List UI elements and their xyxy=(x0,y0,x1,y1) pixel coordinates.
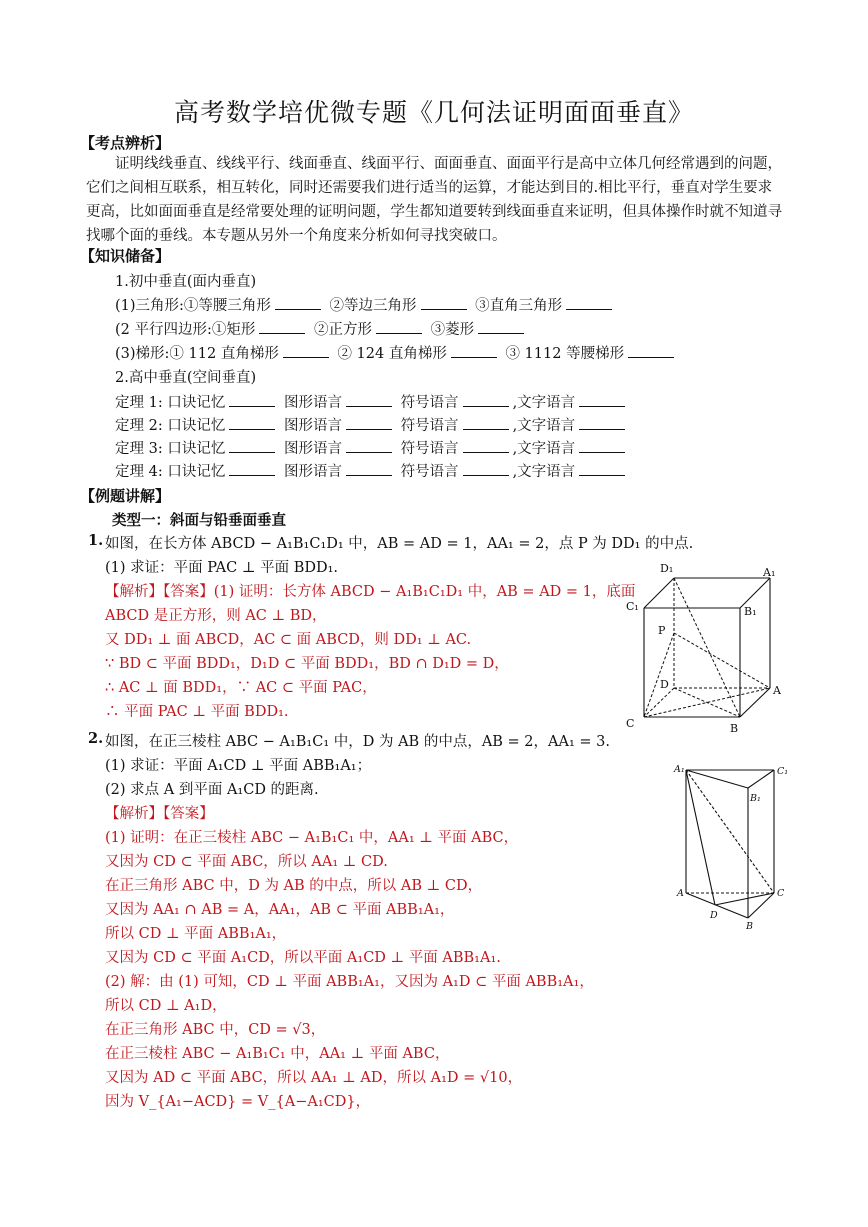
label-a1: A₁ xyxy=(674,764,685,775)
cuboid-figure xyxy=(620,560,790,740)
label-d1: D₁ xyxy=(660,562,674,575)
solution-line: (2) 解：由 (1) 可知，CD ⊥ 平面 ABB₁A₁，又因为 A₁D ⊂ 平面 ABB₁A₁， xyxy=(105,974,594,990)
knowledge-line: 1.初中垂直(面内垂直) xyxy=(115,274,257,290)
label-c1: C₁ xyxy=(626,600,639,613)
diag-d-b xyxy=(674,688,740,717)
edge-d-c xyxy=(715,893,774,905)
edge-b1-a1 xyxy=(740,578,770,608)
label-b1: B₁ xyxy=(744,605,757,618)
solution-line: ∴ 平面 PAC ⊥ 平面 BDD₁. xyxy=(105,704,289,720)
edge-b-a xyxy=(740,688,770,717)
edge-c1-d1 xyxy=(644,578,674,608)
edge-b1-c1 xyxy=(748,770,774,788)
problem-statement: 如图，在正三棱柱 ABC − A₁B₁C₁ 中，D 为 AB 的中点，AB = 2，AA₁ = 3. xyxy=(105,734,610,750)
solution-line: 因为 V_{A₁−ACD} = V_{A−A₁CD}， xyxy=(105,1094,371,1110)
solution-line: (1) 证明：在正三棱柱 ABC − A₁B₁C₁ 中，AA₁ ⊥ 平面 ABC， xyxy=(105,830,519,846)
edge-b-c xyxy=(748,893,774,918)
section-heading-zhishi: 【知识储备】 xyxy=(80,247,171,265)
solution-line: 又 DD₁ ⊥ 面 ABCD，AC ⊂ 面 ABCD，则 DD₁ ⊥ AC. xyxy=(105,632,472,648)
label-d: D xyxy=(660,678,669,691)
problem-number: 1. xyxy=(88,532,104,549)
solution-line: 在正三棱柱 ABC − A₁B₁C₁ 中，AA₁ ⊥ 平面 ABC， xyxy=(105,1046,450,1062)
label-b: B xyxy=(746,921,753,932)
label-c1: C₁ xyxy=(777,766,789,777)
label-b1: B₁ xyxy=(750,793,761,804)
solution-line: ∵ BD ⊂ 平面 BDD₁，D₁D ⊂ 平面 BDD₁，BD ∩ D₁D = D， xyxy=(105,656,509,672)
theorem-line: 定理 4: 口诀记忆 图形语言 符号语言 ,文字语言 xyxy=(115,460,629,481)
solution-line: 在正三角形 ABC 中，CD = √3， xyxy=(105,1022,326,1038)
edge-a1-d xyxy=(686,770,715,905)
kaodian-paragraph: 证明线线垂直、线线平行、线面垂直、线面平行、面面垂直、面面平行是高中立体几何经常遇到的问题，它们之间相互联系，相互转化，同时还需要我们进行适当的运算，才能达到目的.相比平行，垂直对学生要求更高，比如面面垂直是经常要处理的证明问题，学生都知道要转到线面垂直来证明，但具体操作时就不知道寻找哪个面的垂线。本专题从另外一个角度来分析如何寻找突破口。 xyxy=(86,156,782,244)
knowledge-line: (1)三角形:①等腰三角形 ②等边三角形 ③直角三角形 xyxy=(115,294,616,315)
solution-line: ABCD 是正方形，则 AC ⊥ BD， xyxy=(105,608,327,624)
page-title: 高考数学培优微专题《几何法证明面面垂直》 xyxy=(173,98,694,127)
solution-line: 所以 CD ⊥ A₁D， xyxy=(105,998,227,1014)
section-heading-kaodian: 【考点辨析】 xyxy=(80,134,171,152)
problem-statement: 如图，在长方体 ABCD − A₁B₁C₁D₁ 中，AB = AD = 1，AA₁ = 2，点 P 为 DD₁ 的中点. xyxy=(105,536,694,552)
solution-line: 【解析】【答案】(1) 证明：长方体 ABCD − A₁B₁C₁D₁ 中，AB = AD = 1，底面 xyxy=(105,584,636,600)
edge-d-c xyxy=(644,688,674,717)
theorem-line: 定理 1: 口诀记忆 图形语言 符号语言 ,文字语言 xyxy=(115,391,629,412)
label-b: B xyxy=(730,722,739,735)
problem-question: (1) 求证：平面 PAC ⊥ 平面 BDD₁. xyxy=(105,560,339,576)
type-heading: 类型一：斜面与铅垂面垂直 xyxy=(112,512,286,529)
section-heading-liti: 【例题讲解】 xyxy=(80,487,171,505)
label-a: A xyxy=(773,684,781,697)
label-c: C xyxy=(777,888,785,899)
solution-line: 又因为 CD ⊂ 平面 A₁CD，所以平面 A₁CD ⊥ 平面 ABB₁A₁. xyxy=(105,950,501,966)
theorem-line: 定理 3: 口诀记忆 图形语言 符号语言 ,文字语言 xyxy=(115,437,629,458)
prism-figure xyxy=(670,758,800,938)
knowledge-line: (2 平行四边形:①矩形 ②正方形 ③菱形 xyxy=(115,318,528,339)
edge-p-c xyxy=(644,633,674,717)
solution-line: 又因为 AD ⊂ 平面 ABC，所以 AA₁ ⊥ AD，所以 A₁D = √10， xyxy=(105,1070,523,1086)
solution-line: ∴ AC ⊥ 面 BDD₁，∵ AC ⊂ 平面 PAC， xyxy=(105,680,377,696)
problem-question: (1) 求证：平面 A₁CD ⊥ 平面 ABB₁A₁； xyxy=(105,758,372,774)
solution-line: 在正三角形 ABC 中，D 为 AB 的中点，所以 AB ⊥ CD， xyxy=(105,878,483,894)
solution-line: 【解析】【答案】 xyxy=(105,806,214,822)
solution-line: 又因为 AA₁ ∩ AB = A，AA₁，AB ⊂ 平面 ABB₁A₁， xyxy=(105,902,455,918)
knowledge-line: (3)梯形:① 112 直角梯形 ② 124 直角梯形 ③ 1112 等腰梯形 xyxy=(115,342,678,363)
label-c: C xyxy=(626,717,635,730)
diag-d1-b xyxy=(674,578,740,717)
knowledge-line: 2.高中垂直(空间垂直) xyxy=(115,370,257,386)
label-p: P xyxy=(658,624,666,637)
problem-number: 2. xyxy=(88,730,104,747)
label-a1: A₁ xyxy=(763,566,776,579)
solution-line: 又因为 CD ⊂ 平面 ABC，所以 AA₁ ⊥ CD. xyxy=(105,854,388,870)
edge-a1-b1 xyxy=(686,770,748,788)
label-d: D xyxy=(710,910,718,921)
label-a: A xyxy=(677,888,684,899)
theorem-line: 定理 2: 口诀记忆 图形语言 符号语言 ,文字语言 xyxy=(115,414,629,435)
problem-question: (2) 求点 A 到平面 A₁CD 的距离. xyxy=(105,782,319,798)
solution-line: 所以 CD ⊥ 平面 ABB₁A₁， xyxy=(105,926,287,942)
